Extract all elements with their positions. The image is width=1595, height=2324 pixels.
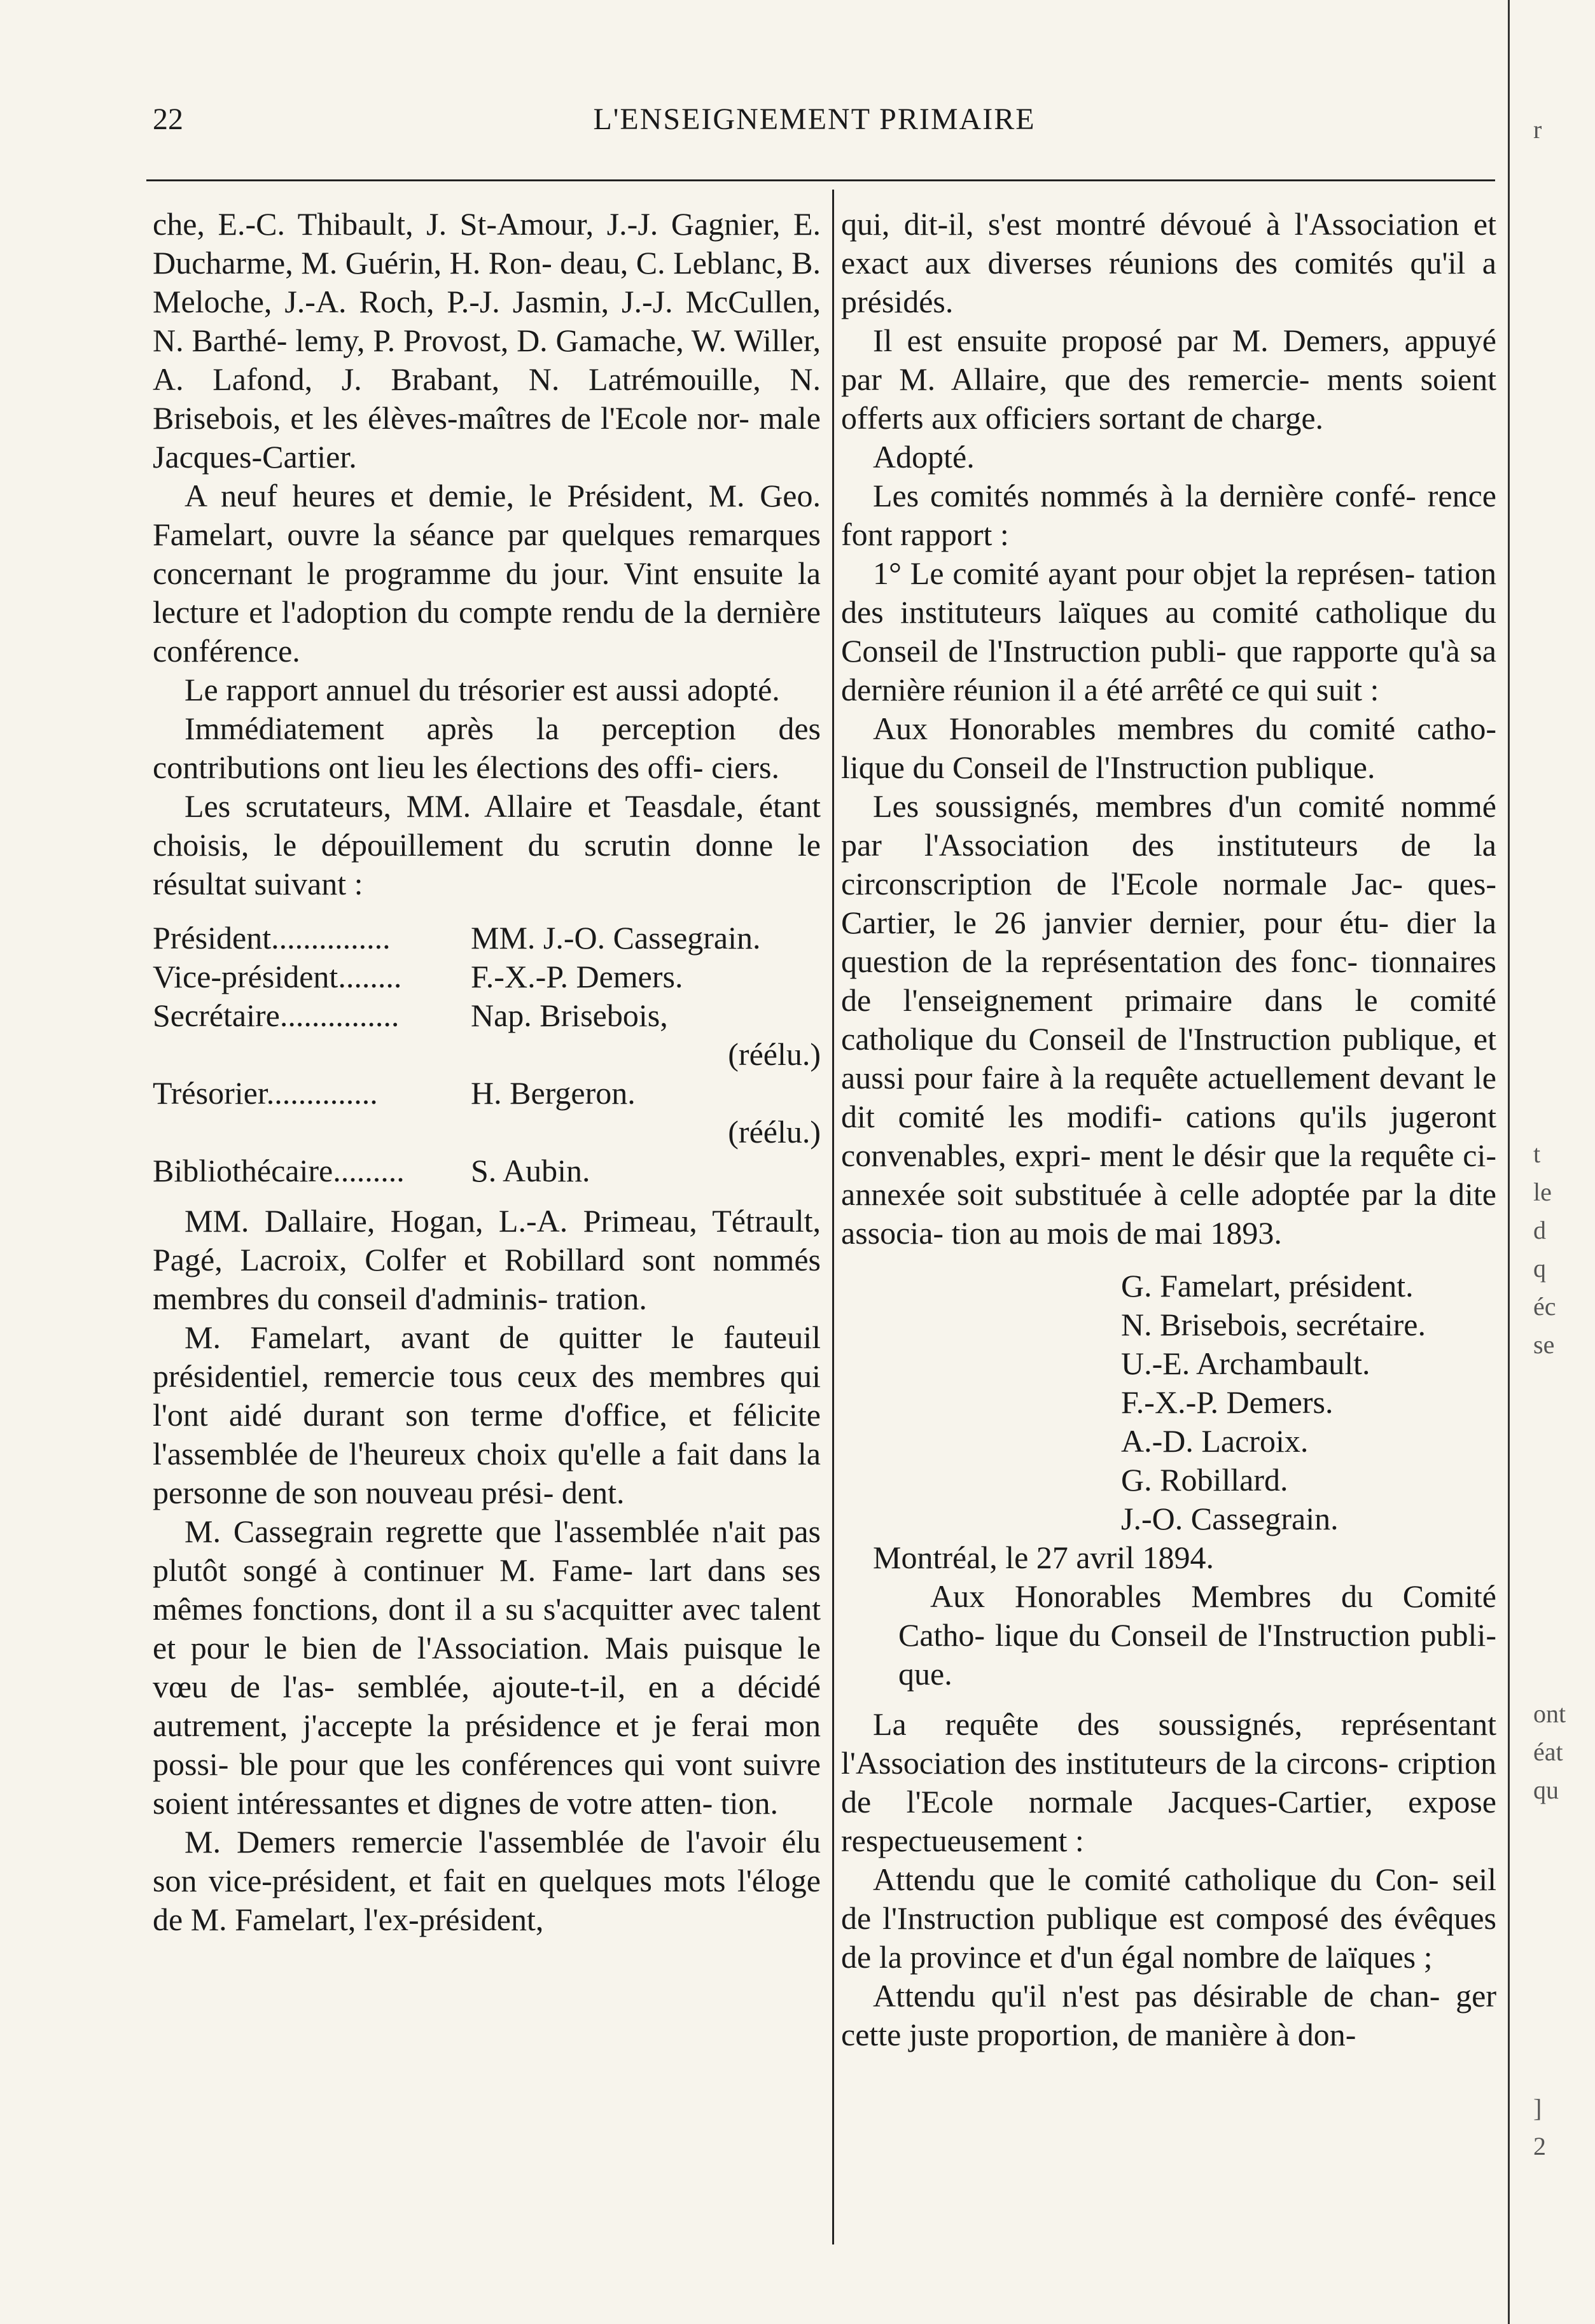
paragraph: Les comités nommés à la dernière confé- rence font rapport : (841, 478, 1496, 552)
margin-fragment: se (1533, 1330, 1555, 1359)
officer-row (153, 1152, 821, 1190)
running-title: L'ENSEIGNEMENT PRIMAIRE (593, 102, 1036, 136)
address-heading: Aux Honorables Membres du Comité Catho- lique du Conseil de l'Instruction publi- que. (898, 1578, 1496, 1692)
officer-role: Président (153, 920, 272, 956)
header-rule (146, 179, 1495, 181)
reelected-note: (réélu.) (728, 1114, 821, 1150)
paragraph: MM. Dallaire, Hogan, L.-A. Primeau, Tétrault, Pagé, Lacroix, Colfer et Robillard sont nommés membres du conseil d'adminis- tration. (153, 1203, 821, 1316)
paragraph: A neuf heures et demie, le Président, M. Geo. Famelart, ouvre la séance par quelques remarques concernant le programme du jour. Vint ensuite la lecture et l'adoption du compte rendu de la dernière conférence. (153, 478, 821, 669)
margin-fragment: ] (1533, 2094, 1542, 2122)
leader-dots: ............... (279, 998, 400, 1033)
margin-fragment: d (1533, 1216, 1546, 1244)
signatory: N. Brisebois, secrétaire. (1121, 1307, 1426, 1342)
reelected-note: (réélu.) (728, 1036, 821, 1072)
paragraph: Le rapport annuel du trésorier est aussi adopté. (185, 672, 780, 707)
paragraph: 1° Le comité ayant pour objet la représen- tation des instituteurs laïques au comité catholique du Conseil de l'Instruction publi- que rapporte qu'à sa dernière réunion il a été arrêté ce qui suit : (841, 555, 1496, 707)
page-header (153, 102, 1476, 146)
officer-note-row (153, 1035, 821, 1074)
leader-dots: .............. (266, 1075, 378, 1111)
officer-row (153, 957, 821, 996)
margin-fragment: éat (1533, 1737, 1563, 1766)
leader-dots: ............... (271, 920, 391, 956)
signatory: J.-O. Cassegrain. (1121, 1501, 1339, 1536)
paragraph: qui, dit-il, s'est montré dévoué à l'Association et exact aux diverses réunions des comités qu'il a présidés. (841, 206, 1496, 319)
officer-note-row (153, 1113, 821, 1152)
signatory: G. Robillard. (1121, 1462, 1288, 1498)
paragraph: Les scrutateurs, MM. Allaire et Teasdale, étant choisis, le dépouillement du scrutin donne le résultat suivant : (153, 788, 821, 901)
leader-dots: ........ (338, 959, 402, 994)
page-number: 22 (153, 102, 183, 136)
officer-name: MM. J.-O. Cassegrain. (471, 920, 761, 956)
signatory: A.-D. Lacroix. (1121, 1423, 1309, 1459)
officer-row (153, 919, 821, 957)
officer-row (153, 1074, 821, 1113)
officer-name: H. Bergeron. (471, 1075, 636, 1111)
place-date: Montréal, le 27 avril 1894. (873, 1540, 1214, 1575)
officer-role: Bibliothécaire (153, 1153, 333, 1188)
paragraph: La requête des soussignés, représentant l'Association des instituteurs de la circons- cription de l'Ecole normale Jacques-Cartier, expose respectueusement : (841, 1706, 1496, 1858)
officers-list (153, 919, 821, 1190)
leader-dots: ......... (333, 1153, 405, 1188)
signatory: G. Famelart, président. (1121, 1268, 1414, 1304)
margin-fragment: le (1533, 1178, 1552, 1206)
officer-name: Nap. Brisebois, (471, 998, 668, 1033)
margin-fragment: r (1533, 115, 1542, 144)
margin-fragment: qu (1533, 1776, 1559, 1804)
left-column (153, 205, 821, 1939)
signatory: U.-E. Archambault. (1121, 1346, 1370, 1381)
adjacent-page-fragments (1521, 0, 1595, 2324)
margin-fragment: 2 (1533, 2132, 1546, 2160)
margin-fragment: éc (1533, 1292, 1556, 1321)
paragraph: Attendu que le comité catholique du Con- seil de l'Instruction publique est composé des évêques de la province et d'un égal nombre de laïques ; (841, 1861, 1496, 1975)
signatory: F.-X.-P. Demers. (1121, 1384, 1334, 1420)
officer-role: Secrétaire (153, 998, 280, 1033)
paragraph: Il est ensuite proposé par M. Demers, appuyé par M. Allaire, que des remercie- ments soient offerts aux officiers sortant de charge. (841, 323, 1496, 436)
paragraph: Les soussignés, membres d'un comité nommé par l'Association des instituteurs de la circonscription de l'Ecole normale Jac- ques-Cartier, le 26 janvier dernier, pour étu- dier la question de la représentation des fonc- tionnaires de l'enseignement primaire dans le comité catholique du Conseil de l'Instruction publique, et aussi pour faire à la requête actuellement devant le dit comité les modifi- cations qu'ils jugeront convenables, expri- ment le désir que la requête ci-annexée soit substituée à celle adoptée par la dite associa- tion au mois de mai 1893. (841, 788, 1496, 1251)
right-column (841, 205, 1496, 2054)
paragraph: Immédiatement après la perception des contributions ont lieu les élections des offi- ciers. (153, 711, 821, 785)
paragraph: M. Famelart, avant de quitter le fauteuil présidentiel, remercie tous ceux des membres qui l'ont aidé durant son terme d'office, et félicite l'assemblée de l'heureux choix qu'elle a fait dans la personne de son nouveau prési- dent. (153, 1319, 821, 1510)
paragraph: M. Cassegrain regrette que l'assemblée n'ait pas plutôt songé à continuer M. Fame- lart dans ses mêmes fonctions, dont il a su s'acquitter avec talent et pour le bien de l'Association. Mais puisque le vœu de l'as- semblée, ajoute-t-il, en a décidé autrement, j'accepte la présidence et je ferai mon possi- ble pour que les conférences qui vont suivre soient intéressantes et dignes de votre atten- tion. (153, 1513, 821, 1821)
paragraph: che, E.-C. Thibault, J. St-Amour, J.-J. Gagnier, E. Ducharme, M. Guérin, H. Ron- deau, C. Leblanc, B. Meloche, J.-A. Roch, P.-J. Jasmin, J.-J. McCullen, N. Barthé- lemy, P. Provost, D. Gamache, W. Willer, A. Lafond, J. Brabant, N. Latrémouille, N. Brisebois, et les élèves-maîtres de l'Ecole nor- male Jacques-Cartier. (153, 206, 821, 475)
margin-fragment: t (1533, 1139, 1541, 1168)
officer-name: S. Aubin. (471, 1153, 590, 1188)
officer-role: Vice-président (153, 959, 338, 994)
paragraph: Attendu qu'il n'est pas désirable de chan- ger cette juste proportion, de manière à don- (841, 1978, 1496, 2052)
paragraph: M. Demers remercie l'assemblée de l'avoir élu son vice-président, et fait en quelques mots l'éloge de M. Famelart, l'ex-président, (153, 1824, 821, 1937)
margin-fragment: q (1533, 1254, 1546, 1283)
paragraph: Aux Honorables membres du comité catho- lique du Conseil de l'Instruction publique. (841, 711, 1496, 785)
officer-row (153, 996, 821, 1035)
gutter-edge-rule (1508, 0, 1510, 2324)
officer-role: Trésorier (153, 1075, 267, 1111)
paragraph: Adopté. (873, 439, 975, 475)
signature-list (841, 1267, 1496, 1538)
column-divider (832, 190, 834, 2244)
officer-name: F.-X.-P. Demers. (471, 959, 683, 994)
margin-fragment: ont (1533, 1699, 1566, 1728)
